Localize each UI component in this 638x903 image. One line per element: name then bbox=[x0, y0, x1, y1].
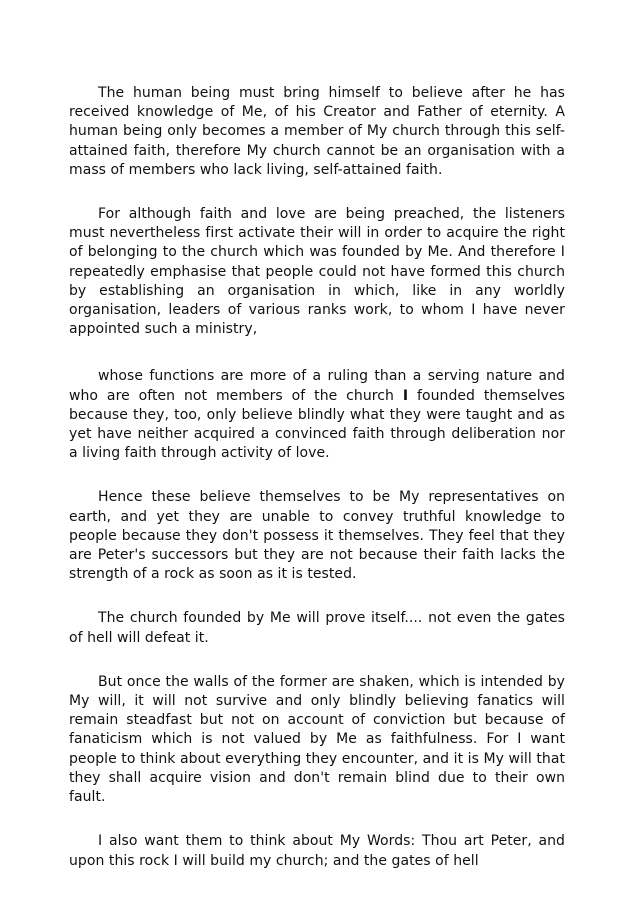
paragraph-3-emphasis: I bbox=[402, 387, 409, 404]
paragraph-3 bbox=[69, 367, 565, 463]
paragraph-7: I also want them to think about My Words: Thou art Peter, and upon this rock I will build my church; and the gates of hell bbox=[69, 833, 565, 869]
paragraph-4: Hence these believe themselves to be My representatives on earth, and yet they are unable to convey truthful knowledge to people because they don't possess it themselves. They feel that they are Peter's successors but they are not because their faith lacks the strength of a rock as soon as it is tested. bbox=[69, 489, 565, 583]
paragraph-3-text-before: whose functions are more of a ruling than a serving nature and who are often not members of the church bbox=[69, 368, 565, 404]
paragraph-1: The human being must bring himself to believe after he has received knowledge of Me, of his Creator and Father of eternity. A human being only becomes a member of My church through this self-attained faith, therefore My church cannot be an organisation with a mass of members who lack living, self-attained faith. bbox=[69, 85, 565, 178]
paragraph-5: The church founded by Me will prove itself.... not even the gates of hell will defeat it. bbox=[69, 610, 565, 646]
paragraph-2: For although faith and love are being preached, the listeners must nevertheless first activate their will in order to acquire the right of belonging to the church which was founded by Me. And therefore I repeatedly emphasise that people could not have formed this church by establishing an organisation in which, like in any worldly organisation, leaders of various ranks work, to whom I have never appointed such a ministry, bbox=[69, 206, 565, 338]
paragraph-6: But once the walls of the former are shaken, which is intended by My will, it will not survive and only blindly believing fanatics will remain steadfast but not on account of conviction but because of fanaticism which is not valued by Me as faithfulness. For I want people to think about everything they encounter, and it is My will that they shall acquire vision and don't remain blind due to their own fault. bbox=[69, 673, 565, 806]
document-page bbox=[69, 84, 565, 871]
paragraph-3-text-after: founded themselves because they, too, only believe blindly what they were taught and as yet have neither acquired a convinced faith through deliberation nor a living faith through activity of love. bbox=[69, 387, 565, 462]
